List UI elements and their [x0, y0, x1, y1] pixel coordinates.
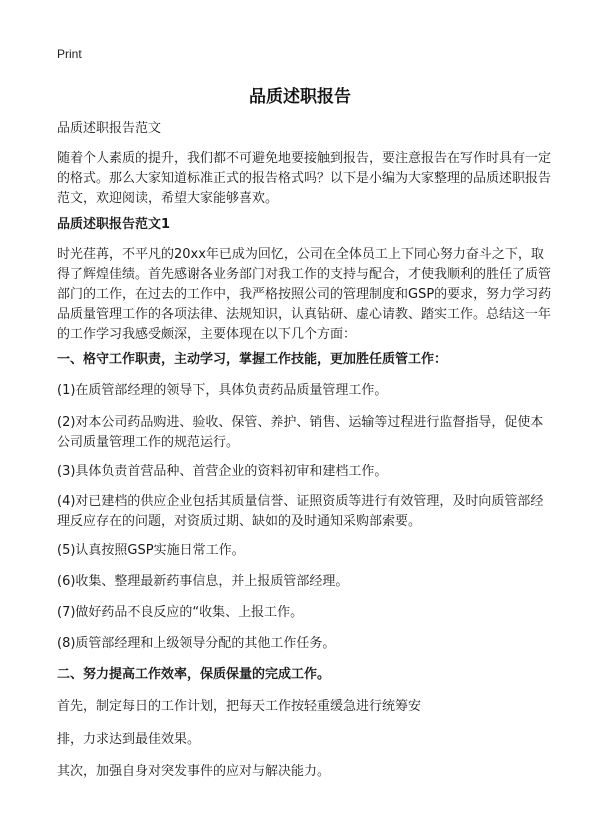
print-link[interactable]: Print: [57, 47, 82, 61]
section-heading-1: 一、格守工作职责，主动学习，掌握工作技能，更加胜任质管工作：: [57, 352, 448, 367]
list-item: (6)收集、整理最新药事信息，并上报质管部经理。: [57, 574, 349, 589]
section-heading-2: 二、努力提高工作效率，保质保量的完成工作。: [57, 667, 331, 682]
list-item: (7)做好药品不良反应的“收集、上报工作。: [57, 605, 304, 620]
essay-heading: 品质述职报告范文1: [57, 217, 171, 232]
list-item: (5)认真按照GSP实施日常工作。: [57, 543, 245, 558]
page-title: 品质述职报告: [249, 87, 351, 107]
essay-paragraph: 时光荏苒，不平凡的20xx年已成为回忆，公司在全体员工上下同心努力奋斗之下，取得了辉煌佳绩。首先感谢各业务部门对我工作的支持与配合，才使我顺利的胜任了质管部门的工作，在过去的工作中，我严格按照公司的管理制度和GSP的要求，努力学习药品质量管理工作的各项法律、法规知识，认真钻研、虚心请教、踏实工作。总结这一年的工作学习我感受颇深，主要体现在以下几个方面：: [57, 247, 552, 342]
list-item: (1)在质管部经理的领导下，具体负责药品质量管理工作。: [57, 383, 388, 398]
section2-paragraph: 首先，制定每日的工作计划，把每天工作按轻重缓急进行统筹安: [57, 699, 422, 714]
list-item: (4)对已建档的供应企业包括其质量信誉、证照资质等进行有效管理，及时向质管部经理反应存在的问题，对资质过期、缺如的及时通知采购部索要。: [57, 494, 544, 529]
section2-paragraph: 其次，加强自身对突发事件的应对与解决能力。: [57, 764, 331, 779]
intro-paragraph: 随着个人素质的提升，我们都不可避免地要接触到报告，要注意报告在写作时具有一定的格式。那么大家知道标准正式的报告格式吗？以下是小编为大家整理的品质述职报告范文，欢迎阅读，希望大家能够喜欢。: [57, 151, 552, 206]
list-item: (3)具体负责首营品种、首营企业的资料初审和建档工作。: [57, 464, 388, 479]
list-item: (8)质管部经理和上级领导分配的其他工作任务。: [57, 636, 336, 651]
list-item: (2)对本公司药品购进、验收、保管、养护、销售、运输等过程进行监督指导，促使本公司质量管理工作的规范运行。: [57, 415, 544, 450]
section2-paragraph: 排，力求达到最佳效果。: [57, 732, 201, 747]
document-subtitle: 品质述职报告范文: [57, 121, 162, 136]
